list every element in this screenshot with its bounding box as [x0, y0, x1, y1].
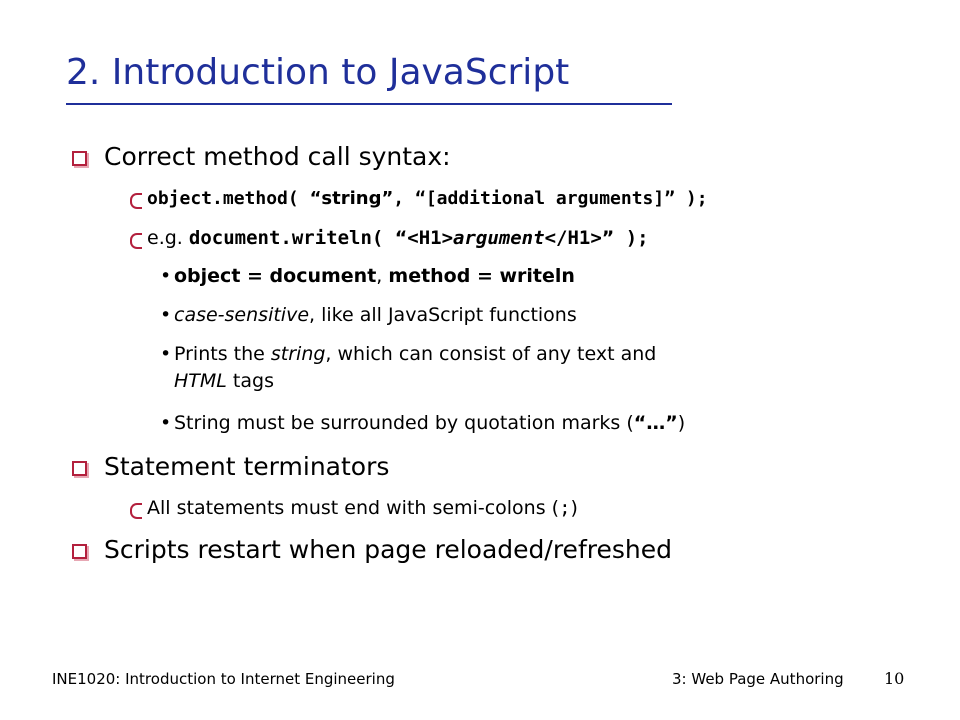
bullet-text: Statement terminators: [104, 452, 390, 481]
sub-bullet-syntax: object.method( “string”, “[additional arguments]” );: [130, 187, 708, 209]
slide-title: 2. Introduction to JavaScript: [66, 52, 570, 93]
point-prints-string: • Prints the string, which can consist of any text and: [160, 343, 657, 365]
point-quotation-marks: • String must be surrounded by quotation marks (“…”): [160, 412, 686, 434]
round-bullet-icon: [130, 503, 142, 519]
point-case-sensitive: • case-sensitive, like all JavaScript functions: [160, 304, 577, 326]
point-object-method: • object = document, method = writeln: [160, 265, 575, 287]
point-prints-string-cont: HTML tags: [174, 370, 274, 392]
title-underline: [66, 103, 672, 105]
square-bullet-icon: [72, 461, 87, 476]
sub-bullet-semicolons: All statements must end with semi-colons (;): [130, 497, 578, 519]
square-bullet-icon: [72, 151, 87, 166]
bullet-text: Scripts restart when page reloaded/refreshed: [104, 535, 672, 564]
square-bullet-icon: [72, 544, 87, 559]
bullet-text: Correct method call syntax:: [104, 142, 451, 171]
bullet-method-call-syntax: [72, 142, 451, 171]
footer-course: INE1020: Introduction to Internet Engineering: [52, 670, 395, 688]
bullet-statement-terminators: [72, 452, 389, 481]
sub-bullet-example: e.g. document.writeln( “<H1>argument</H1>” );: [130, 227, 649, 249]
bullet-scripts-restart: [72, 535, 672, 564]
round-bullet-icon: [130, 233, 142, 249]
round-bullet-icon: [130, 193, 142, 209]
footer-chapter: 3: Web Page Authoring: [672, 670, 844, 688]
page-number: 10: [884, 669, 905, 688]
